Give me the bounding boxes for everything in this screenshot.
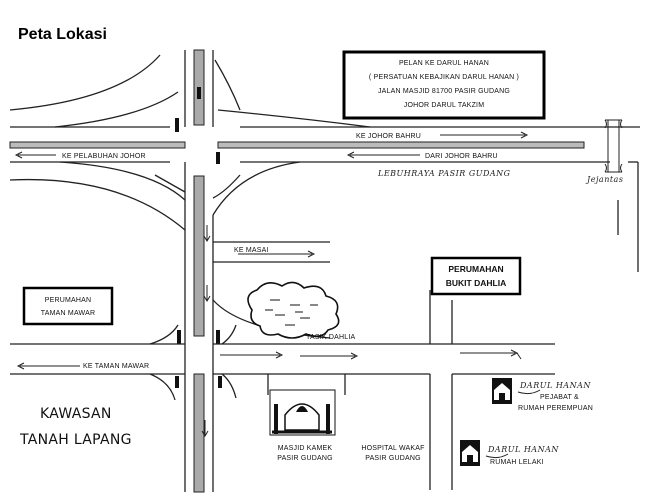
kawasan-line-2: TANAH LAPANG [20,432,132,448]
highway [10,127,640,272]
tasik-label: TASIK DAHLIA [306,334,356,341]
hospital-line-2: PASIR GUDANG [365,455,421,462]
rumah-lelaki-house-icon [460,440,480,466]
taman-mawar-line-1: PERUMAHAN [44,297,92,304]
taman-mawar-box [24,288,112,324]
address-line-3: JALAN MASJID 81700 PASIR GUDANG [377,88,511,95]
address-line-2: ( PERSATUAN KEBAJIKAN DARUL HANAN ) [368,74,520,81]
address-box [344,52,544,118]
rumah-lelaki-brand: DARUL HANAN [488,445,559,454]
main-vertical-road [185,50,213,492]
bukit-dahlia-box [432,258,520,294]
tasik-dahlia-lake [248,282,339,338]
jejantas-bridge [605,120,622,172]
taman-mawar-line-2: TAMAN MAWAR [40,310,96,317]
ke-taman-mawar-label: KE TAMAN MAWAR [83,363,150,370]
pejabat-house-icon [492,378,512,404]
rumah-lelaki-brand-swash [486,454,508,458]
masjid-line-2: PASIR GUDANG [277,455,333,462]
rumah-lelaki-label: RUMAH LELAKI [490,459,544,466]
pejabat-brand-swash [518,390,540,394]
dari-johor-bahru-label: DARI JOHOR BAHRU [425,153,498,160]
bukit-dahlia-line-2: BUKIT DAHLIA [445,278,507,288]
address-line-4: JOHOR DARUL TAKZIM [403,102,485,109]
lebuhraya-label: LEBUHRAYA PASIR GUDANG [378,169,511,178]
ke-masai-road [213,242,330,262]
ke-pelabuhan-johor-label: KE PELABUHAN JOHOR [62,153,146,160]
pejabat-line-1: PEJABAT & [540,394,579,401]
masjid-icon [270,390,335,435]
masjid-line-1: MASJID KAMEK [277,445,333,452]
bukit-dahlia-line-1: PERUMAHAN [448,264,504,274]
jejantas-label: Jejantas [587,175,624,184]
kawasan-line-1: KAWASAN [40,406,112,422]
pejabat-line-2: RUMAH PEREMPUAN [518,405,593,412]
page-title: Peta Lokasi [18,26,107,43]
hospital-line-1: HOSPITAL WAKAF [361,445,425,452]
ke-johor-bahru-label: KE JOHOR BAHRU [356,133,422,140]
address-line-1: PELAN KE DARUL HANAN [398,60,490,67]
pejabat-brand: DARUL HANAN [520,381,591,390]
ke-masai-label: KE MASAI [234,247,269,254]
